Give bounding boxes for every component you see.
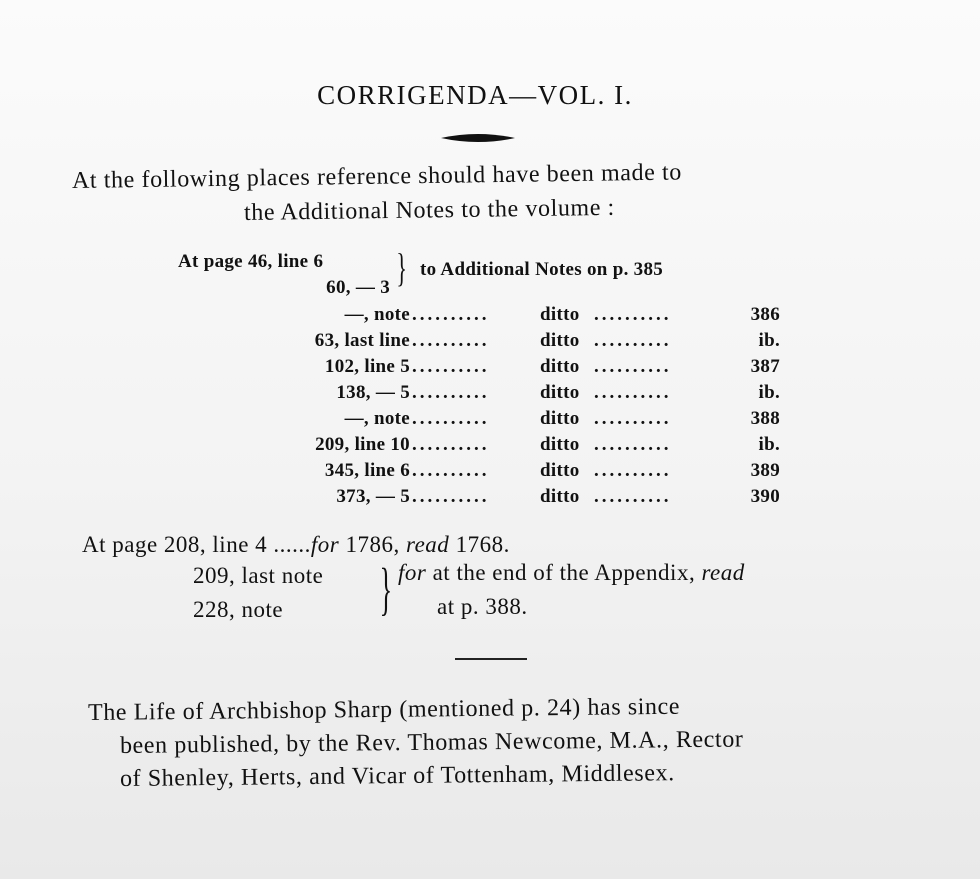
table-row-dots: .......... [594, 486, 672, 507]
correction-1-read: read [406, 532, 450, 557]
table-row-ditto: ditto [540, 330, 580, 351]
table-row-dots: .......... [594, 304, 672, 325]
table-row-page: 387 [750, 356, 780, 377]
table-row-dots: .......... [412, 330, 490, 351]
table-row-dots: .......... [412, 356, 490, 377]
table-row-ditto: ditto [540, 304, 580, 325]
table-row-ditto: ditto [540, 356, 580, 377]
correction-1 [82, 532, 510, 558]
brace-icon: } [396, 245, 408, 290]
brace-icon: } [379, 556, 393, 621]
table-row-page: 388 [750, 408, 780, 429]
table-row-dots: .......... [412, 434, 490, 455]
table-row-ditto: ditto [540, 408, 580, 429]
correction-3-lead: 228, note [193, 597, 284, 622]
correction-3-text: at p. 388. [437, 594, 528, 619]
table-row-ref: 373, — 5 [336, 486, 410, 507]
ornament-divider [441, 132, 515, 144]
table-row-page: ib. [758, 434, 780, 455]
table-row-page: ib. [758, 330, 780, 351]
table-row-dots: .......... [594, 408, 672, 429]
correction-1-end: 1768. [449, 532, 510, 557]
table-row-ditto: ditto [540, 434, 580, 455]
table-row-page: ib. [758, 382, 780, 403]
table-row-ditto: ditto [540, 382, 580, 403]
correction-1-mid: 1786, [339, 532, 406, 557]
table-row-ref: 102, line 5 [324, 356, 410, 377]
table-row-ref: —, note [344, 304, 410, 325]
correction-2-mid: at the end of the Appendix, [426, 560, 702, 585]
table-row-dots: .......... [412, 408, 490, 429]
table-row-page: 386 [750, 304, 780, 325]
divider-rule [455, 658, 527, 660]
table-row-dots: .......... [412, 486, 490, 507]
table-row-dots: .......... [594, 434, 672, 455]
table-second-row: 60, — 3 [326, 277, 390, 298]
note-line-3: of Shenley, Herts, and Vicar of Tottenham, Middlesex. [119, 760, 675, 792]
table-row-dots: .......... [412, 382, 490, 403]
table-row-ditto: ditto [540, 486, 580, 507]
table-row-dots: .......... [412, 304, 490, 325]
correction-1-lead: At page 208, line 4 ...... [82, 532, 311, 557]
table-row-ref: 345, line 6 [324, 460, 410, 481]
table-row-ref: 63, last line [314, 330, 410, 351]
note-line-1: The Life of Archbishop Sharp (mentioned p. 24) has since [87, 693, 681, 726]
table-row-ditto: ditto [540, 460, 580, 481]
correction-1-for: for [310, 532, 340, 557]
table-row-page: 389 [750, 460, 780, 481]
to-additional-notes: to Additional Notes on p. 385 [420, 259, 664, 280]
correction-2-lead: 209, last note [193, 563, 324, 588]
table-lead: At page 46, line 6 [178, 251, 324, 272]
correction-2-for: for [398, 560, 427, 585]
table-row-dots: .......... [594, 382, 672, 403]
page-title: CORRIGENDA—VOL. I. [317, 80, 633, 110]
table-row-ref: 209, line 10 [315, 434, 410, 455]
intro-line-1: At the following places reference should have been made to [71, 159, 683, 194]
correction-2-text [398, 560, 745, 586]
table-row-dots: .......... [594, 330, 672, 351]
table-row-dots: .......... [594, 460, 672, 481]
note-line-2: been published, by the Rev. Thomas Newcome, M.A., Rector [119, 726, 744, 759]
table-row-ref: —, note [344, 408, 410, 429]
table-row-page: 390 [750, 486, 780, 507]
table-row-dots: .......... [594, 356, 672, 377]
table-row-dots: .......... [412, 460, 490, 481]
table-row-ref: 138, — 5 [336, 382, 410, 403]
correction-2-read: read [701, 560, 745, 585]
intro-line-2: the Additional Notes to the volume : [243, 194, 616, 226]
